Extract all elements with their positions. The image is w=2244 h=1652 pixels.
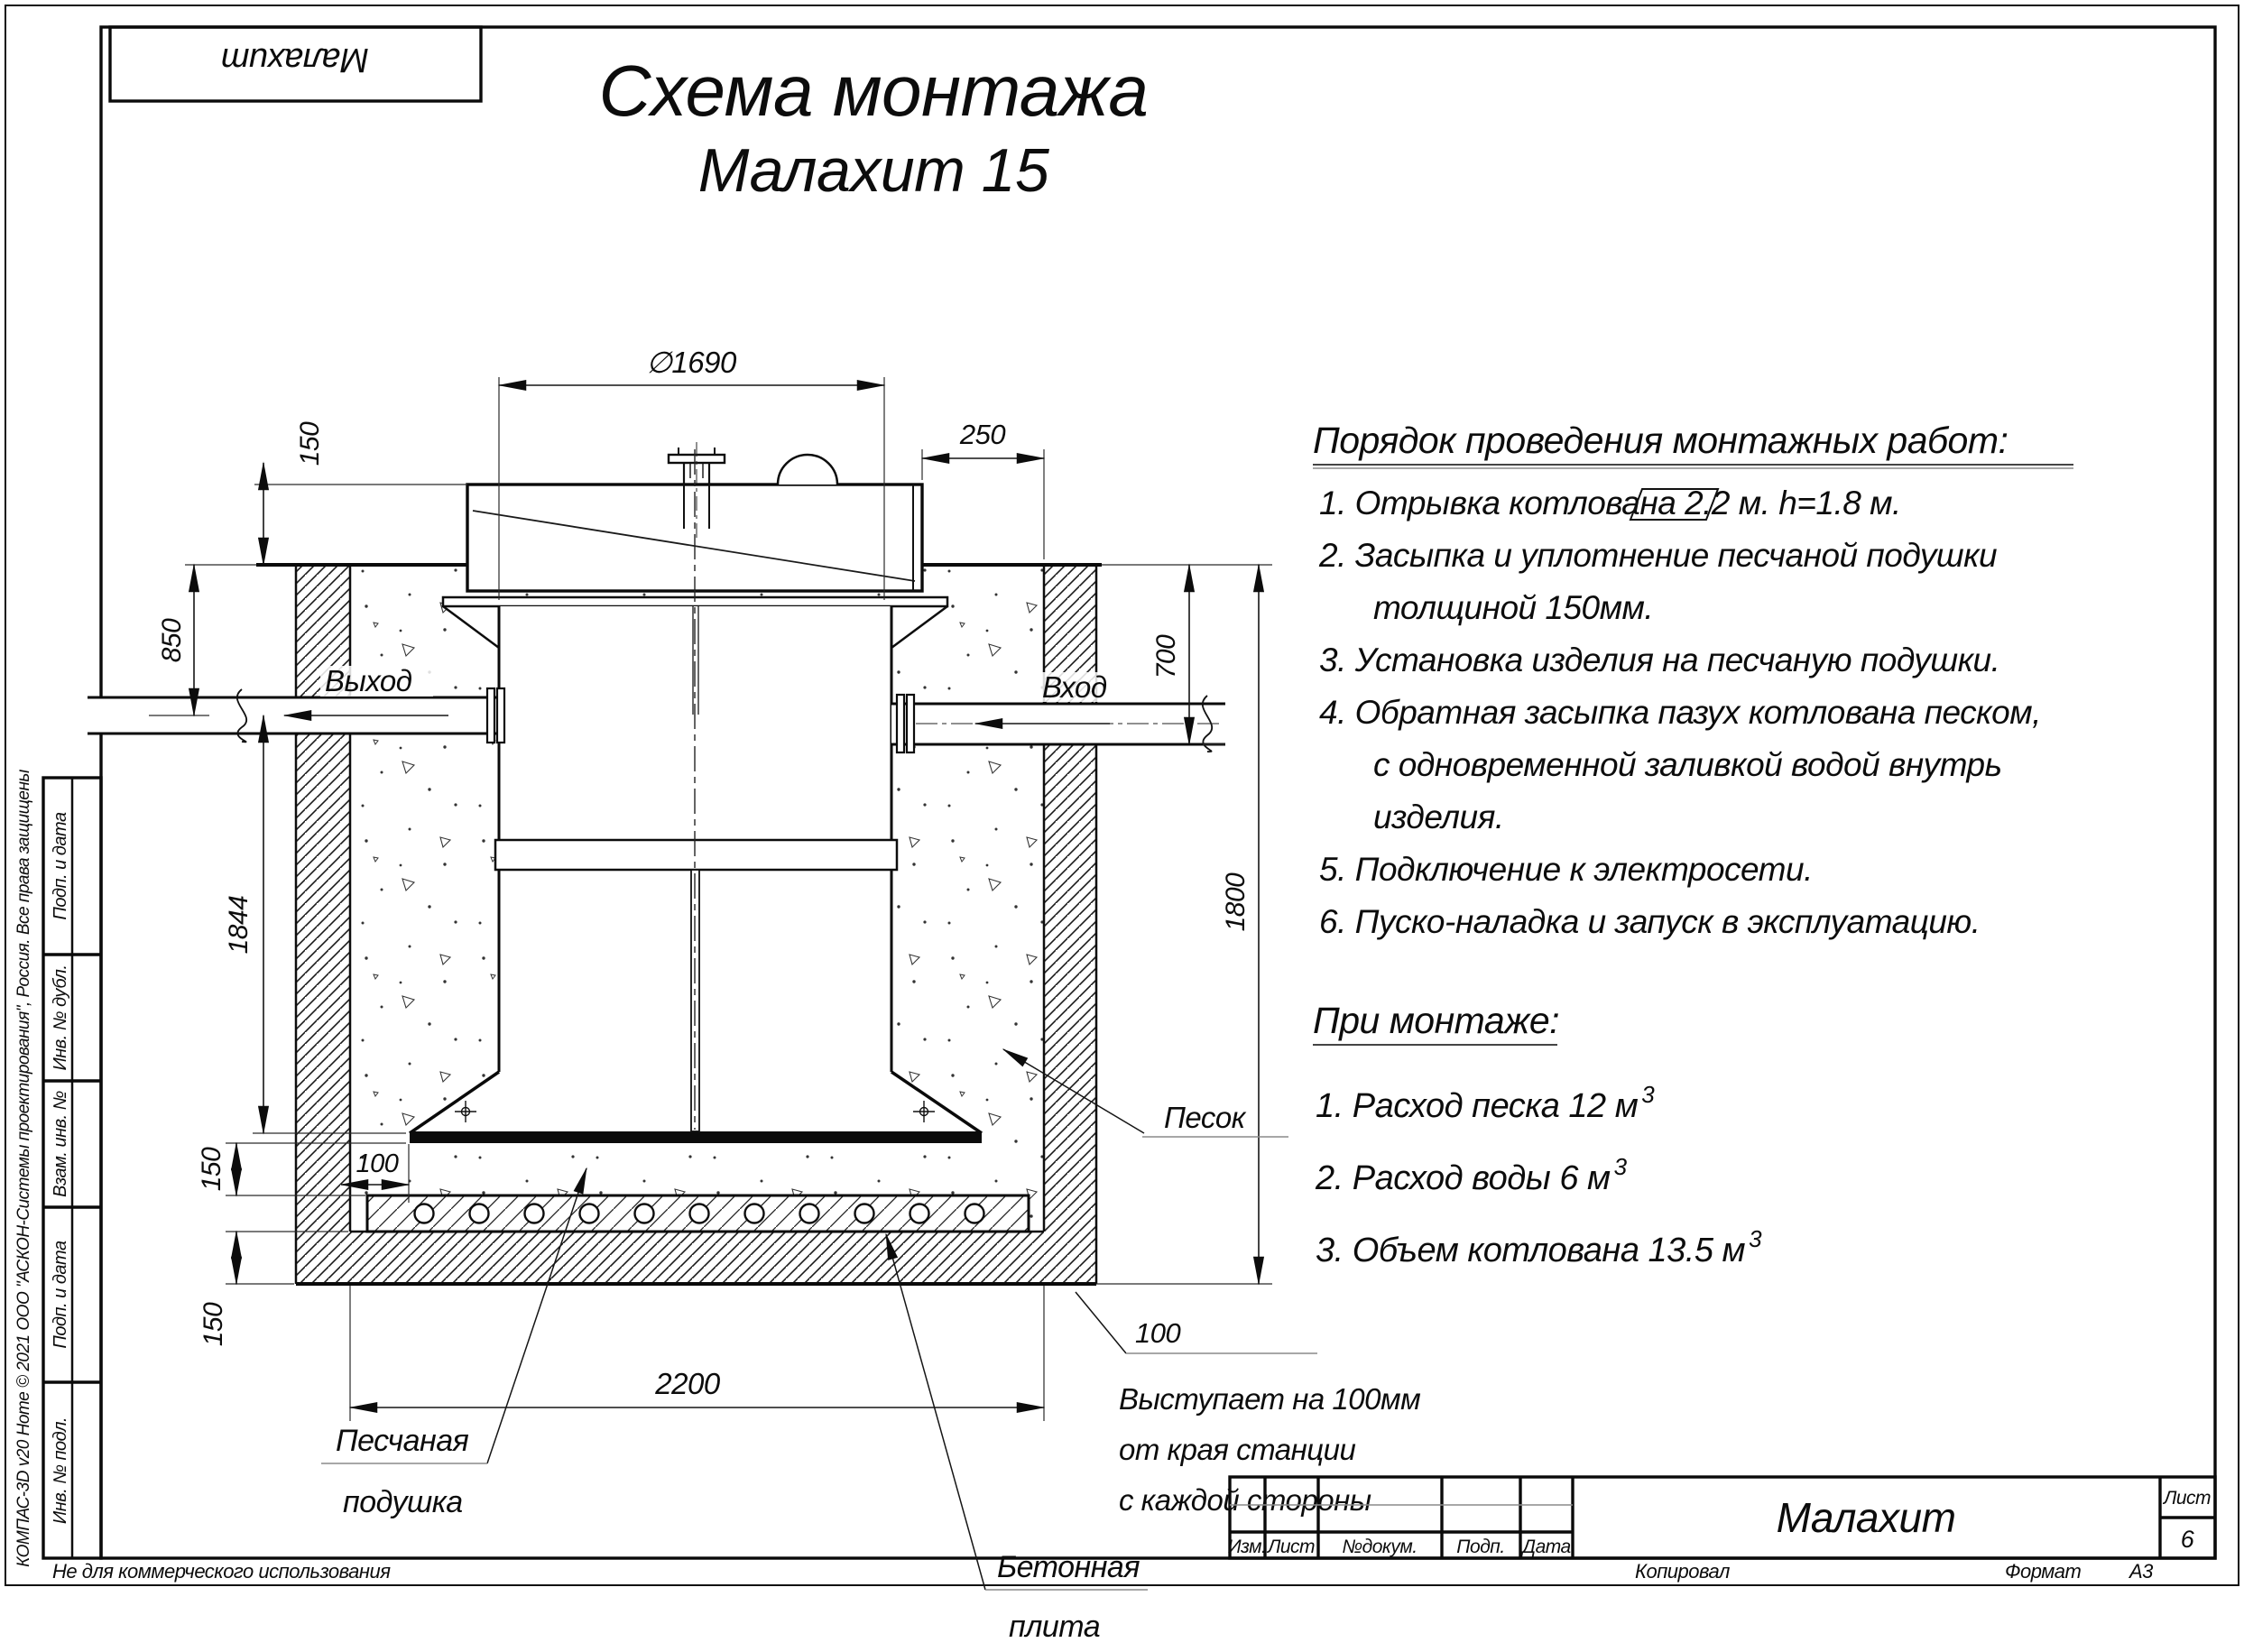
procedure-list	[1313, 420, 2073, 940]
dim-pad-layer: 150	[199, 1302, 228, 1347]
side-field-0: Подп. и дата	[51, 812, 70, 920]
corner-stamp	[110, 27, 481, 101]
kopiroval-label: Копировал	[1635, 1560, 1730, 1583]
procedure-line-1: 2. Засыпка и уплотнение песчаной подушки	[1319, 537, 1998, 574]
procedure-line-3: 3. Установка изделия на песчаную подушки.	[1319, 641, 2000, 678]
dim-body-height: 1844	[224, 895, 254, 955]
station-ring	[495, 840, 897, 870]
montage-item-0-text: 1. Расход песка 12 м	[1316, 1087, 1639, 1125]
tb-col-docnum: №докум.	[1342, 1537, 1418, 1557]
title-line2: Малахит 15	[697, 136, 1049, 205]
sand-pad-label-1: Песчаная	[336, 1424, 469, 1458]
montage-item-2-text: 3. Объем котлована 13.5 м	[1316, 1232, 1746, 1269]
notice-text: Не для коммерческого использования	[52, 1560, 391, 1583]
dim-pit-width: 2200	[655, 1367, 720, 1400]
protrude-line-1: Выступает на 100мм	[1119, 1382, 1421, 1416]
montage-item-0	[1316, 1081, 1655, 1125]
tb-sheet-label: Лист	[2163, 1488, 2212, 1509]
format-label: Формат	[2005, 1560, 2082, 1583]
procedure-line-0: 1. Отрывка котлована 2.2 м. h=1.8 м.	[1319, 485, 1901, 521]
montage-item-2	[1316, 1225, 1762, 1269]
side-field-1: Инв. № дубл.	[51, 964, 70, 1071]
protrude-line-2: от края станции	[1119, 1433, 1356, 1466]
dim-top-offset: 150	[295, 421, 325, 466]
concrete-plate	[367, 1195, 1029, 1232]
outlet-label: Выход	[325, 664, 412, 697]
dim-outlet-depth: 850	[157, 618, 187, 663]
procedure-line-5: с одновременной заливкой водой внутрь	[1373, 746, 2002, 783]
tb-col-podp: Подп.	[1456, 1537, 1505, 1557]
sand-pad-band	[350, 1232, 1044, 1284]
title-block	[1228, 1477, 2215, 1558]
procedure-header: Порядок проведения монтажных работ:	[1313, 420, 2009, 461]
corner-stamp-text: Малахит	[221, 41, 369, 78]
plate-label-1: Бетонная	[997, 1550, 1140, 1584]
sand-label: Песок	[1164, 1101, 1245, 1134]
montage-item-2-sup: 3	[1749, 1225, 1762, 1252]
procedure-line-6: изделия.	[1373, 798, 1504, 835]
montage-header: При монтаже:	[1313, 1000, 1560, 1041]
side-field-3: Подп. и дата	[51, 1241, 70, 1349]
side-panel	[14, 770, 101, 1567]
tb-col-data: Дата	[1522, 1537, 1571, 1557]
side-field-4: Инв. № подл.	[51, 1417, 70, 1525]
montage-list	[1313, 1000, 1762, 1269]
dim-inlet-depth: 700	[1151, 634, 1181, 679]
montage-item-1-text: 2. Расход воды 6 м	[1316, 1159, 1611, 1197]
plate-protrusion-label: 100	[1135, 1317, 1181, 1349]
copyright-text: КОМПАС-3D v20 Home © 2021 ООО "АСКОН-Системы проектирования", Россия. Все права защищены	[14, 770, 33, 1567]
procedure-line-7: 5. Подключение к электросети.	[1319, 851, 1813, 888]
title-line1: Схема монтажа	[598, 51, 1149, 131]
tb-col-list: Лист	[1267, 1537, 1316, 1557]
tb-col-izm: Изм.	[1227, 1537, 1267, 1557]
plate-label-2: плита	[1009, 1610, 1101, 1644]
dim-right-offset: 250	[959, 419, 1006, 450]
procedure-line-2: толщиной 150мм.	[1373, 589, 1654, 626]
lid-dome	[778, 455, 837, 485]
inlet-label: Вход	[1042, 670, 1107, 704]
dim-sand-layer: 150	[197, 1147, 226, 1192]
procedure-line-8: 6. Пуско-наладка и запуск в эксплуатацию.	[1319, 903, 1981, 940]
dim-diameter: ∅1690	[646, 346, 736, 379]
sand-pad-label-2: подушка	[343, 1485, 463, 1519]
format-value: А3	[2129, 1560, 2153, 1583]
procedure-line-4: 4. Обратная засыпка пазух котлована песком,	[1319, 694, 2041, 731]
protrude-line-3: с каждой стороны	[1119, 1483, 1371, 1517]
tb-sheet-number: 6	[2180, 1526, 2194, 1553]
tb-doc-name: Малахит	[1776, 1494, 1956, 1541]
cross-section	[88, 346, 1420, 1644]
dim-pit-depth: 1800	[1221, 872, 1251, 932]
montage-item-0-sup: 3	[1641, 1081, 1655, 1108]
montage-item-1-sup: 3	[1613, 1153, 1627, 1180]
main-title	[599, 51, 1149, 205]
side-field-2: Взам. инв. №	[51, 1091, 70, 1197]
dim-plate-offset: 100	[356, 1149, 399, 1178]
montage-item-1	[1315, 1153, 1628, 1197]
station-base-plate	[410, 1131, 982, 1143]
